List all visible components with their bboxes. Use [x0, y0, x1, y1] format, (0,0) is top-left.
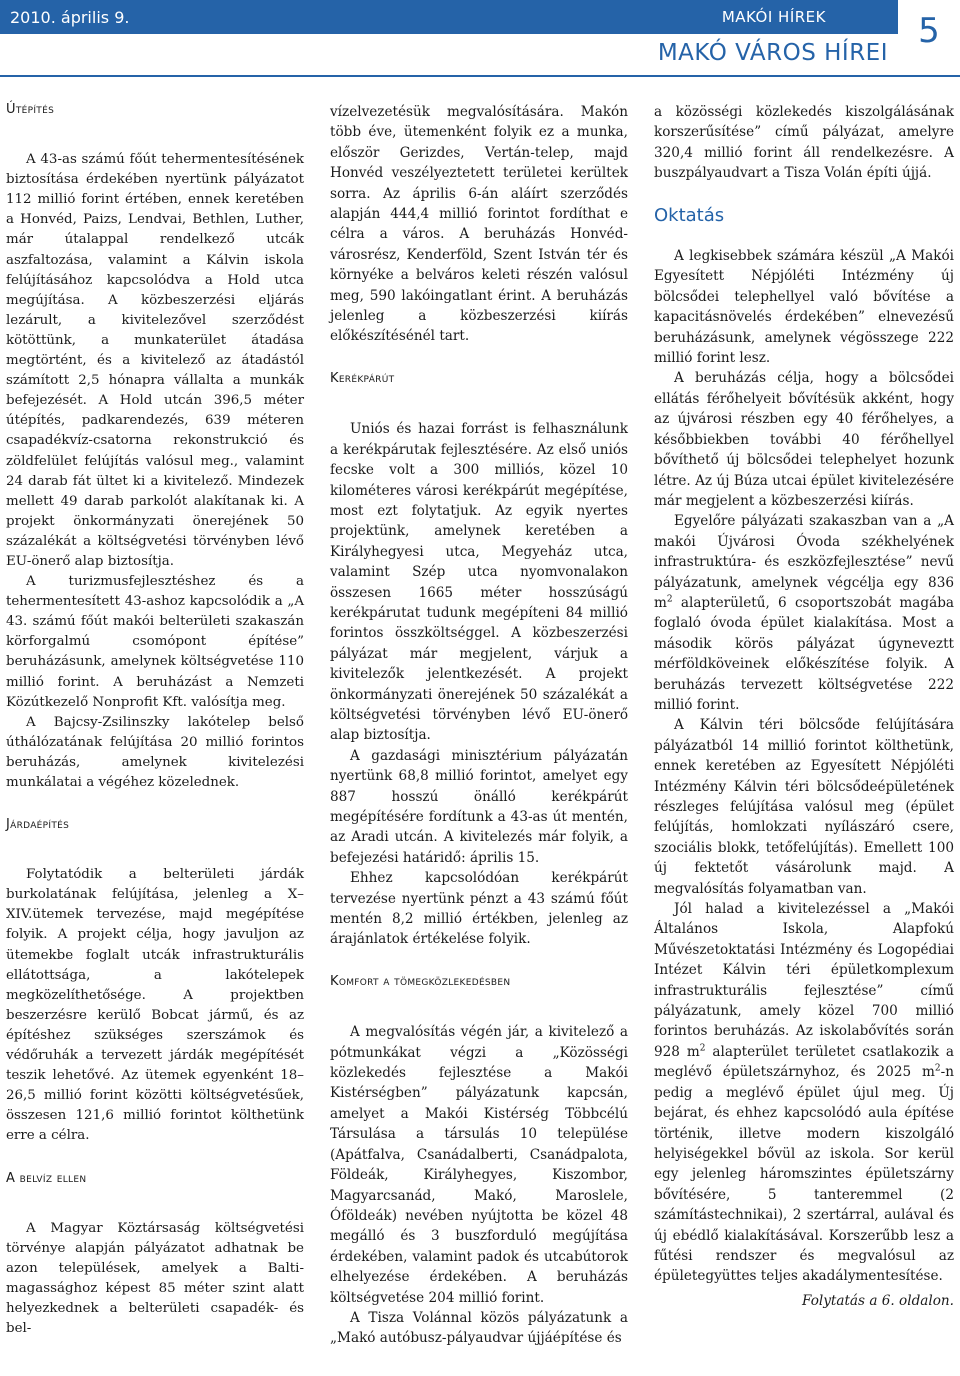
paragraph: A Tisza Volánnal közös pályázatunk a „Makó autóbusz-pályaudvar újjáépítése és [330, 1309, 628, 1347]
paragraph: Ehhez kapcsolódóan kerékpárút tervezése nyertünk pénzt a 43 számú főút mentén 8,2 millió értékben, jelenleg az árajánlatok értékelése folyik. [330, 870, 628, 948]
text-run: alapterületű, 6 csoportszobát magába foglaló óvoda épület kialakítása. Most a második körös pályázat úgyneveztt mérföldköveinek előkészítése folyik. A beruházás tervezett költségvetése 222 millió forint. [654, 594, 954, 713]
text-run: -n pedig a meglévő épület újul meg. Új bejárat, és ehhez kapcsolódó aula építése történik, illetve modern kiszolgáló helyiségekkel bővül az iskola. Sor kerül egy jelenleg háromszintes épületszárny bővítésére, 5 tanteremmel (2 számítástechnikai), 2 szertárral, aulával és új ebédlő kialakításával. Korszerűbb lesz a fűtési rendszer és megvalósul az épületegyüttes teljes akadálymentesítése. [654, 1064, 954, 1285]
subhead-belviz: A belvíz ellen [6, 1170, 87, 1186]
column-2 [330, 102, 628, 1349]
paragraph: vízelvezetésük megvalósítására. Makón több éve, ütemenként folyik ez a munka, először Gerizdes, Vertán-telep, majd Honvéd veszélyeztetett területei kerültek sorra. Az április 6-án aláírt szerződés alapján 444,4 millió forintot fordíthat e célra a város. A beruházás Honvéd-városrész, Kenderföld, Szent István tér és környéke a belváros keleti részén valósul meg, 590 lakóingatlant érint. A beruházás jelenleg a közbeszerzési kiírás előkészítésénél tart. [330, 104, 628, 345]
masthead-rule [0, 75, 960, 77]
paragraph: A beruházás célja, hogy a bölcsődei ellátás férőhelyeit bővítésük akként, hogy az újvárosi részben egy 40 férőhelyes, a későbbiekben további 40 férőhellyel bővíthető új bölcsődei telephelyet hozunk létre. Az új Búza utcai épület kivitelezésére már megjelent a közbeszerzési kiírás. [654, 370, 954, 509]
paragraph [654, 899, 954, 1287]
paragraph: A Bajcsy-Zsilinszky lakótelep belső úthálózatának felújítása 20 millió forintos beruházás, amelynek kivitelezési munkálatai a végéhez közelednek. [6, 714, 304, 790]
paragraph: A Kálvin téri bölcsőde felújítására pályázatból 14 millió forintot költhetünk, ennek keretében az Egyesített Népjóléti Intézmény Kálvin téri bölcsődeépületének részleges felújítása valósul meg (épület felújítás, homlokzati nyílászáró csere, szociális blokk, tetőfelújítás). Emellett 100 új fektetőt vásárolunk majd. A megvalósítás folyamatban van. [654, 717, 954, 897]
text-run: alapterület területet csatlakozik a meglévő épületszárnyhoz, és 2025 m [654, 1043, 954, 1081]
subhead-utepites: Útépítés [6, 102, 55, 117]
heading-oktatas: Oktatás [654, 204, 725, 226]
subhead-komfort: Komfort a tömegközlekedésben [330, 973, 511, 989]
paragraph: Folytatódik a belterületi járdák burkolatának felújítása, jelenleg a X–XIV.ütemek tervezése, majd megépítése folyik. A projekt célja, hogy javuljon az ütemekbe foglalt utcák infrastrukturális ellátottsága, a lakótelepek megközelíthetősége. A projektben beszerzésre kerülő Bobcat jármű, és az építéshez szükséges szerszámok és védőruhák a tervezett járdák megépítését teszik lehetővé. Az ütemek egyenként 18–26,5 millió forint közötti költségvetésűek, összesen 121,6 millió forintot költhetünk erre a célra. [6, 867, 304, 1144]
text-run: Jól halad a kivitelezéssel a „Makói Általános Iskola, Alapfokú Művészetoktatási Intézmény és Logopédiai Intézet Kálvin téri épületkomplexum infrastrukturális fejlesztése” című pályázatunk, amely közel 700 millió forintos beruházás. Az iskolabővítés során 928 m [654, 901, 954, 1060]
subhead-jardaepites: Járdaépítés [6, 817, 70, 833]
paragraph: a közösségi közlekedés kiszolgálásának korszerűsítése” című pályázat, amelyre 320,4 millió forint áll rendelkezésre. A buszpályaudvart a Tisza Volán építi újjá. [654, 104, 954, 182]
section-title: MAKÓI HÍREK [721, 8, 826, 26]
paragraph: A 43-as számú főút tehermentesítésének biztosítása érdekében nyertünk pályázatot 112 millió forint értében, ennek keretében a Honvéd, Paizs, Lendvai, Bethlen, Luther, már útalappal rendelkező utcák aszfaltozása, valamint a Kálvin iskola felújításához kapcsolódva a Hold utca megújítása. A közbeszerzési eljárás lezárult, a kivitelezővel szerződést kötöttünk, a munkaterület átadása megtörtént, és a kivitelező az átadástól számított 2,5 hónapra vállalta a munkák befejezését. A Hold utcán 396,5 méter útépítés, padkarendezés, 639 méteren csapadékvíz-csatorna rekonstrukció és zöldfelület felújítás valósul meg., valamint 24 darab fát ültet ki a kivitelező. Mindezek mellett 49 darab parkolót alakítanak ki. A projekt önkormányzati önerejének 50 százalékát a költségvetési törvényben lévő EU-önerő alap biztosítja. [6, 152, 304, 569]
text-run: Egyelőre pályázati szakaszban van a „A makói Újvárosi Óvoda székhelyének infrastruktúra- és eszközfejlesztése” nevű pályázatunk, amelynek végcélja egy 836 m [654, 513, 954, 611]
continued-note: Folytatás a 6. oldalon. [802, 1292, 954, 1309]
subhead-kerekparut: Kerékpárút [330, 370, 395, 386]
paragraph: A Magyar Köztársaság költségvetési törvénye alapján pályázatot adhatnak be azon települések, amelyek a Balti-magassághoz képest 85 méter szint alatt helyezkednek a belterületi csapadék- és bel- [6, 1220, 304, 1337]
superscript: 2 [699, 1043, 706, 1054]
superscript: 2 [934, 1063, 941, 1074]
paragraph [654, 511, 954, 715]
paragraph: Uniós és hazai forrást is felhasználunk a kerékpárutak fejlesztésére. Az első uniós fecske volt a 300 milliós, közel 10 kilométeres városi kerékpárút megépítése, most ezt folytatjuk. Az egyik nyertes projektünk, amelynek keretében a Királyhegyesi utca, Megyeház utca, valamint Szép utca nyomvonalakon összesen 1665 méter hosszúságú kerékpárutat tudunk megépíteni 84 millió forintos összköltséggel. A közbeszerzési pályázat már megjelent, várjuk a kivitelezők jelentkezését. A projekt önkormányzati önerejének 50 százalékát a költségvetési törvényben lévő EU-önerő alap biztosítja. [330, 421, 628, 744]
page-number: 5 [898, 0, 960, 75]
column-3 [654, 102, 954, 1311]
issue-date: 2010. április 9. [10, 8, 130, 27]
masthead-title: MAKÓ VÁROS HÍREI [657, 40, 888, 66]
paragraph: A turizmusfejlesztéshez és a tehermentesített 43-ashoz kapcsolódik a „A 43. számú főút makói belterületi szakaszán körforgalmú csomópont építése” beruházásunk, amelynek költségvetése 110 millió forint. A beruházást a Nemzeti Közútkezelő Nonprofit Kft. valósítja meg. [6, 574, 304, 710]
paragraph: A megvalósítás végén jár, a kivitelező a pótmunkákat végzi a „Közösségi közlekedés fejlesztése a Makói Kistérségben” pályázatunk kapcsán, amelyet a Makói Kistérség Többcélú Társulása a társulás 10 települése (Apátfalva, Csanádalberti, Csanádpalota, Földeák, Királyhegyes, Kiszombor, Magyarcsanád, Makó, Maroslele, Óföldeák) nevében nyújtotta be közel 48 megálló és 3 buszforduló megújítása érdekében, valamint padok és utcabútorok elhelyezése érdekében. A beruházás költségvetése 204 millió forint. [330, 1024, 628, 1306]
header-bar [0, 0, 898, 34]
paragraph: A gazdasági minisztérium pályázatán nyertünk 68,8 millió forintot, amelyet egy 887 hosszú önálló kerékpárút megépítésére fordítunk a 43-as út mentén, az Aradi utcán. A kivitelezés már folyik, a befejezési határidő: április 15. [330, 747, 628, 866]
paragraph: A legkisebbek számára készül „A Makói Egyesített Népjóléti Intézmény új bölcsődei telephellyel való bővítése a kapacitásnövelés érdekében” elnevezésű beruházásunk, amelynek végösszege 222 millió forint lesz. [654, 248, 954, 367]
column-1 [6, 100, 304, 1339]
superscript: 2 [666, 594, 673, 605]
